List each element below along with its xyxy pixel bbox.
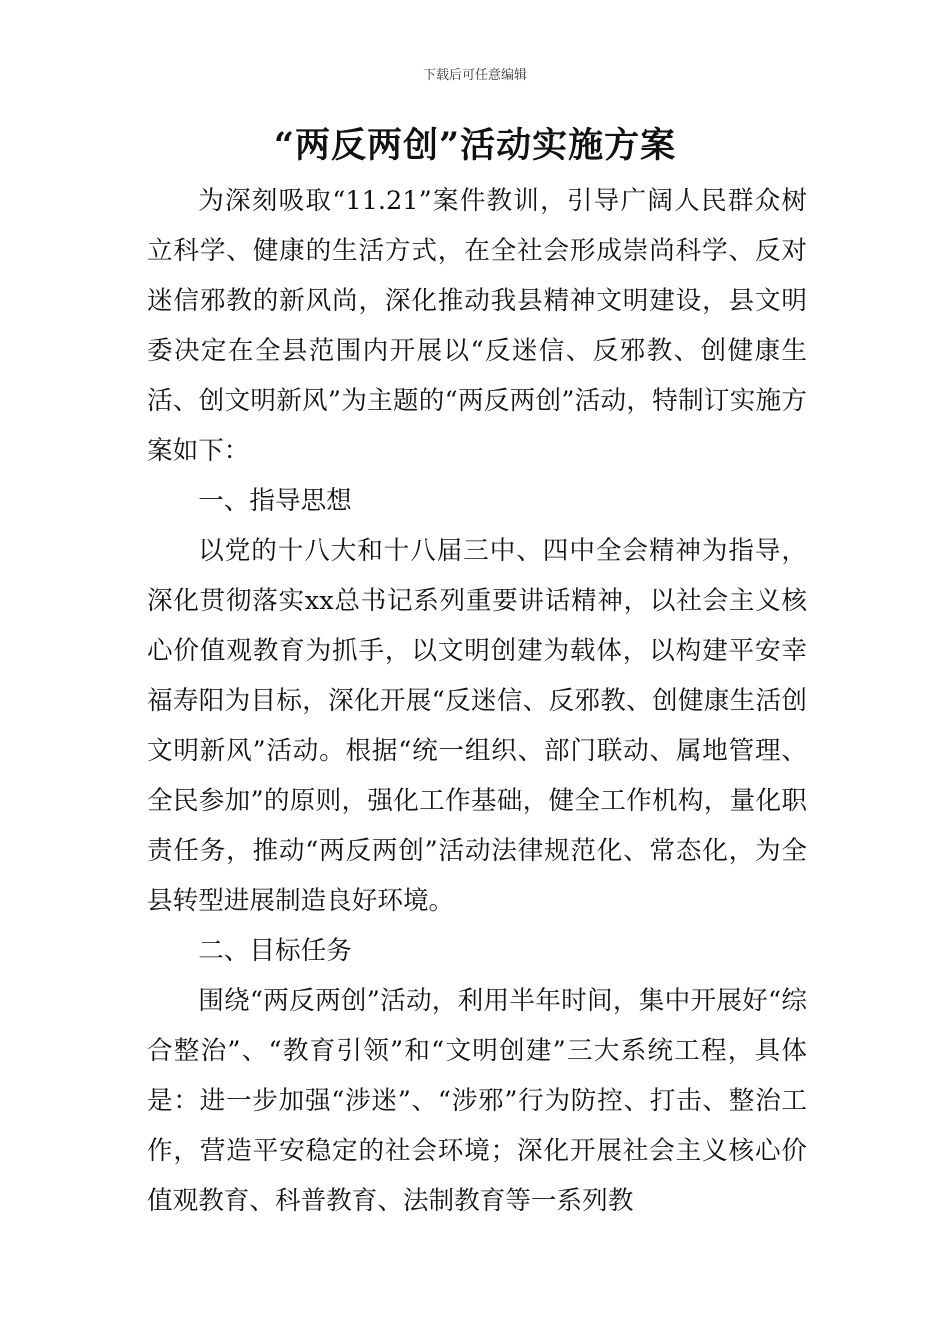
document-body bbox=[147, 176, 807, 1226]
section-heading-goals-tasks: 二、目标任务 bbox=[198, 936, 352, 966]
document-title: “两反两创”活动实施方案 bbox=[273, 125, 677, 166]
goals-tasks-paragraph: 围绕“两反两创”活动，利用半年时间，集中开展好“综合整治”、“教育引领”和“文明创建”三大系统工程，具体是：进一步加强“涉迷”、“涉邪”行为防控、打击、整治工作，营造平安稳定的社会环境；深化开展社会主义核心价值观教育、科普教育、法制教育等一系列教 bbox=[147, 986, 807, 1216]
guiding-ideology-paragraph: 以党的十八大和十八届三中、四中全会精神为指导，深化贯彻落实xx总书记系列重要讲话精神，以社会主义核心价值观教育为抓手，以文明创建为载体，以构建平安幸福寿阳为目标，深化开展“反迷信、反邪教、创健康生活创文明新风”活动。根据“统一组织、部门联动、属地管理、全民参加”的原则，强化工作基础，健全工作机构，量化职责任务，推动“两反两创”活动法律规范化、常态化，为全县转型进展制造良好环境。 bbox=[147, 536, 807, 916]
section-heading-guiding-ideology: 一、指导思想 bbox=[198, 486, 352, 516]
intro-paragraph: 为深刻吸取“11.21”案件教训，引导广阔人民群众树立科学、健康的生活方式，在全社会形成崇尚科学、反对迷信邪教的新风尚，深化推动我县精神文明建设，县文明委决定在全县范围内开展以“反迷信、反邪教、创健康生活、创文明新风”为主题的“两反两创”活动，特制订实施方案如下： bbox=[147, 186, 807, 466]
header-note: 下载后可任意编辑 bbox=[422, 68, 527, 83]
